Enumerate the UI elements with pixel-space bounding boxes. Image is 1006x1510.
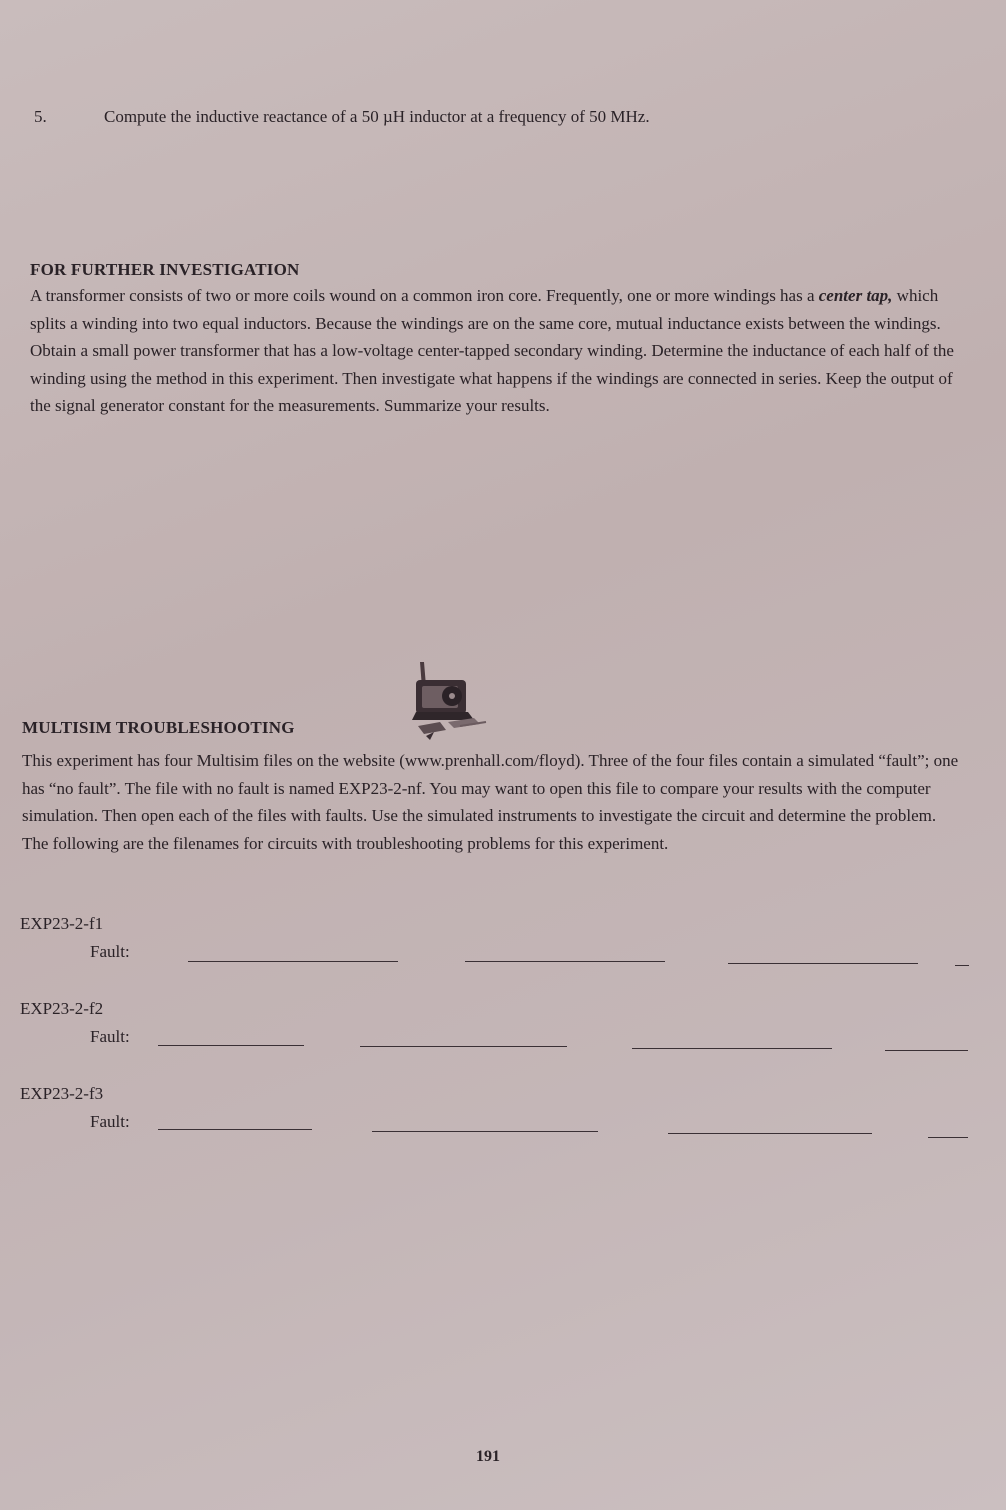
fault-answer-line[interactable] bbox=[728, 963, 918, 964]
fault-answer-line[interactable] bbox=[158, 1045, 304, 1046]
fault-filename: EXP23-2-f3 bbox=[20, 1084, 104, 1103]
fault-answer-line[interactable] bbox=[632, 1048, 832, 1049]
fault-answer-line[interactable] bbox=[188, 961, 398, 962]
fault-filename: EXP23-2-f1 bbox=[20, 914, 104, 933]
fault-answer-line[interactable] bbox=[928, 1137, 968, 1138]
fault-answer-line[interactable] bbox=[360, 1046, 567, 1047]
center-tap-term: center tap, bbox=[818, 286, 893, 305]
fault-answer-line[interactable] bbox=[465, 961, 665, 962]
fault-entry-1 bbox=[20, 914, 975, 974]
fault-label: Fault: bbox=[90, 1112, 130, 1131]
fault-entry-3 bbox=[20, 1084, 975, 1144]
fault-entry-2 bbox=[20, 999, 975, 1059]
multisim-heading: MULTISIM TROUBLESHOOTING bbox=[22, 718, 295, 737]
fault-label: Fault: bbox=[90, 1027, 130, 1046]
fault-label: Fault: bbox=[90, 942, 130, 961]
computer-disk-icon bbox=[390, 656, 500, 742]
multisim-heading-row bbox=[22, 656, 962, 746]
further-investigation-heading: FOR FURTHER INVESTIGATION bbox=[30, 260, 300, 279]
question-number: 5. bbox=[34, 107, 47, 126]
multisim-body bbox=[22, 747, 962, 857]
further-investigation-paragraph bbox=[30, 282, 960, 420]
fault-answer-line[interactable] bbox=[372, 1131, 598, 1132]
fault-answer-line[interactable] bbox=[885, 1050, 968, 1051]
multisim-paragraph: This experiment has four Multisim files on the website (www.prenhall.com/floyd). Three of the four files contain a simulated “fault”; one has “no fault”. The file with no fault is named EXP23-2-nf. You may want to open this file to compare your results with the computer simulation. Then open each of the files with faults. Use the simulated instruments to investigate the circuit and determine the problem. The following are the filenames for circuits with troubleshooting problems for this experiment. bbox=[22, 751, 959, 853]
fault-answer-line[interactable] bbox=[158, 1129, 312, 1130]
question-text: Compute the inductive reactance of a 50 µH inductor at a frequency of 50 MHz. bbox=[104, 107, 650, 126]
paragraph-text-start: A transformer consists of two or more coils wound on a common iron core. Frequently, one or more windings has a bbox=[30, 286, 819, 305]
paragraph-text-end: which splits a winding into two equal inductors. Because the windings are on the same core, mutual inductance exists between the windings. Obtain a small power transformer that has a low-voltage center-tapped secondary winding. Determine the inductance of each half of the winding using the method in this experiment. Then investigate what happens if the windings are connected in series. Keep the output of the signal generator constant for the measurements. Summarize your results. bbox=[30, 286, 954, 415]
fault-answer-line[interactable] bbox=[955, 965, 969, 966]
page-number: 191 bbox=[476, 1448, 500, 1465]
fault-answer-line[interactable] bbox=[668, 1133, 872, 1134]
further-investigation-section bbox=[30, 260, 960, 420]
fault-filename: EXP23-2-f2 bbox=[20, 999, 104, 1018]
